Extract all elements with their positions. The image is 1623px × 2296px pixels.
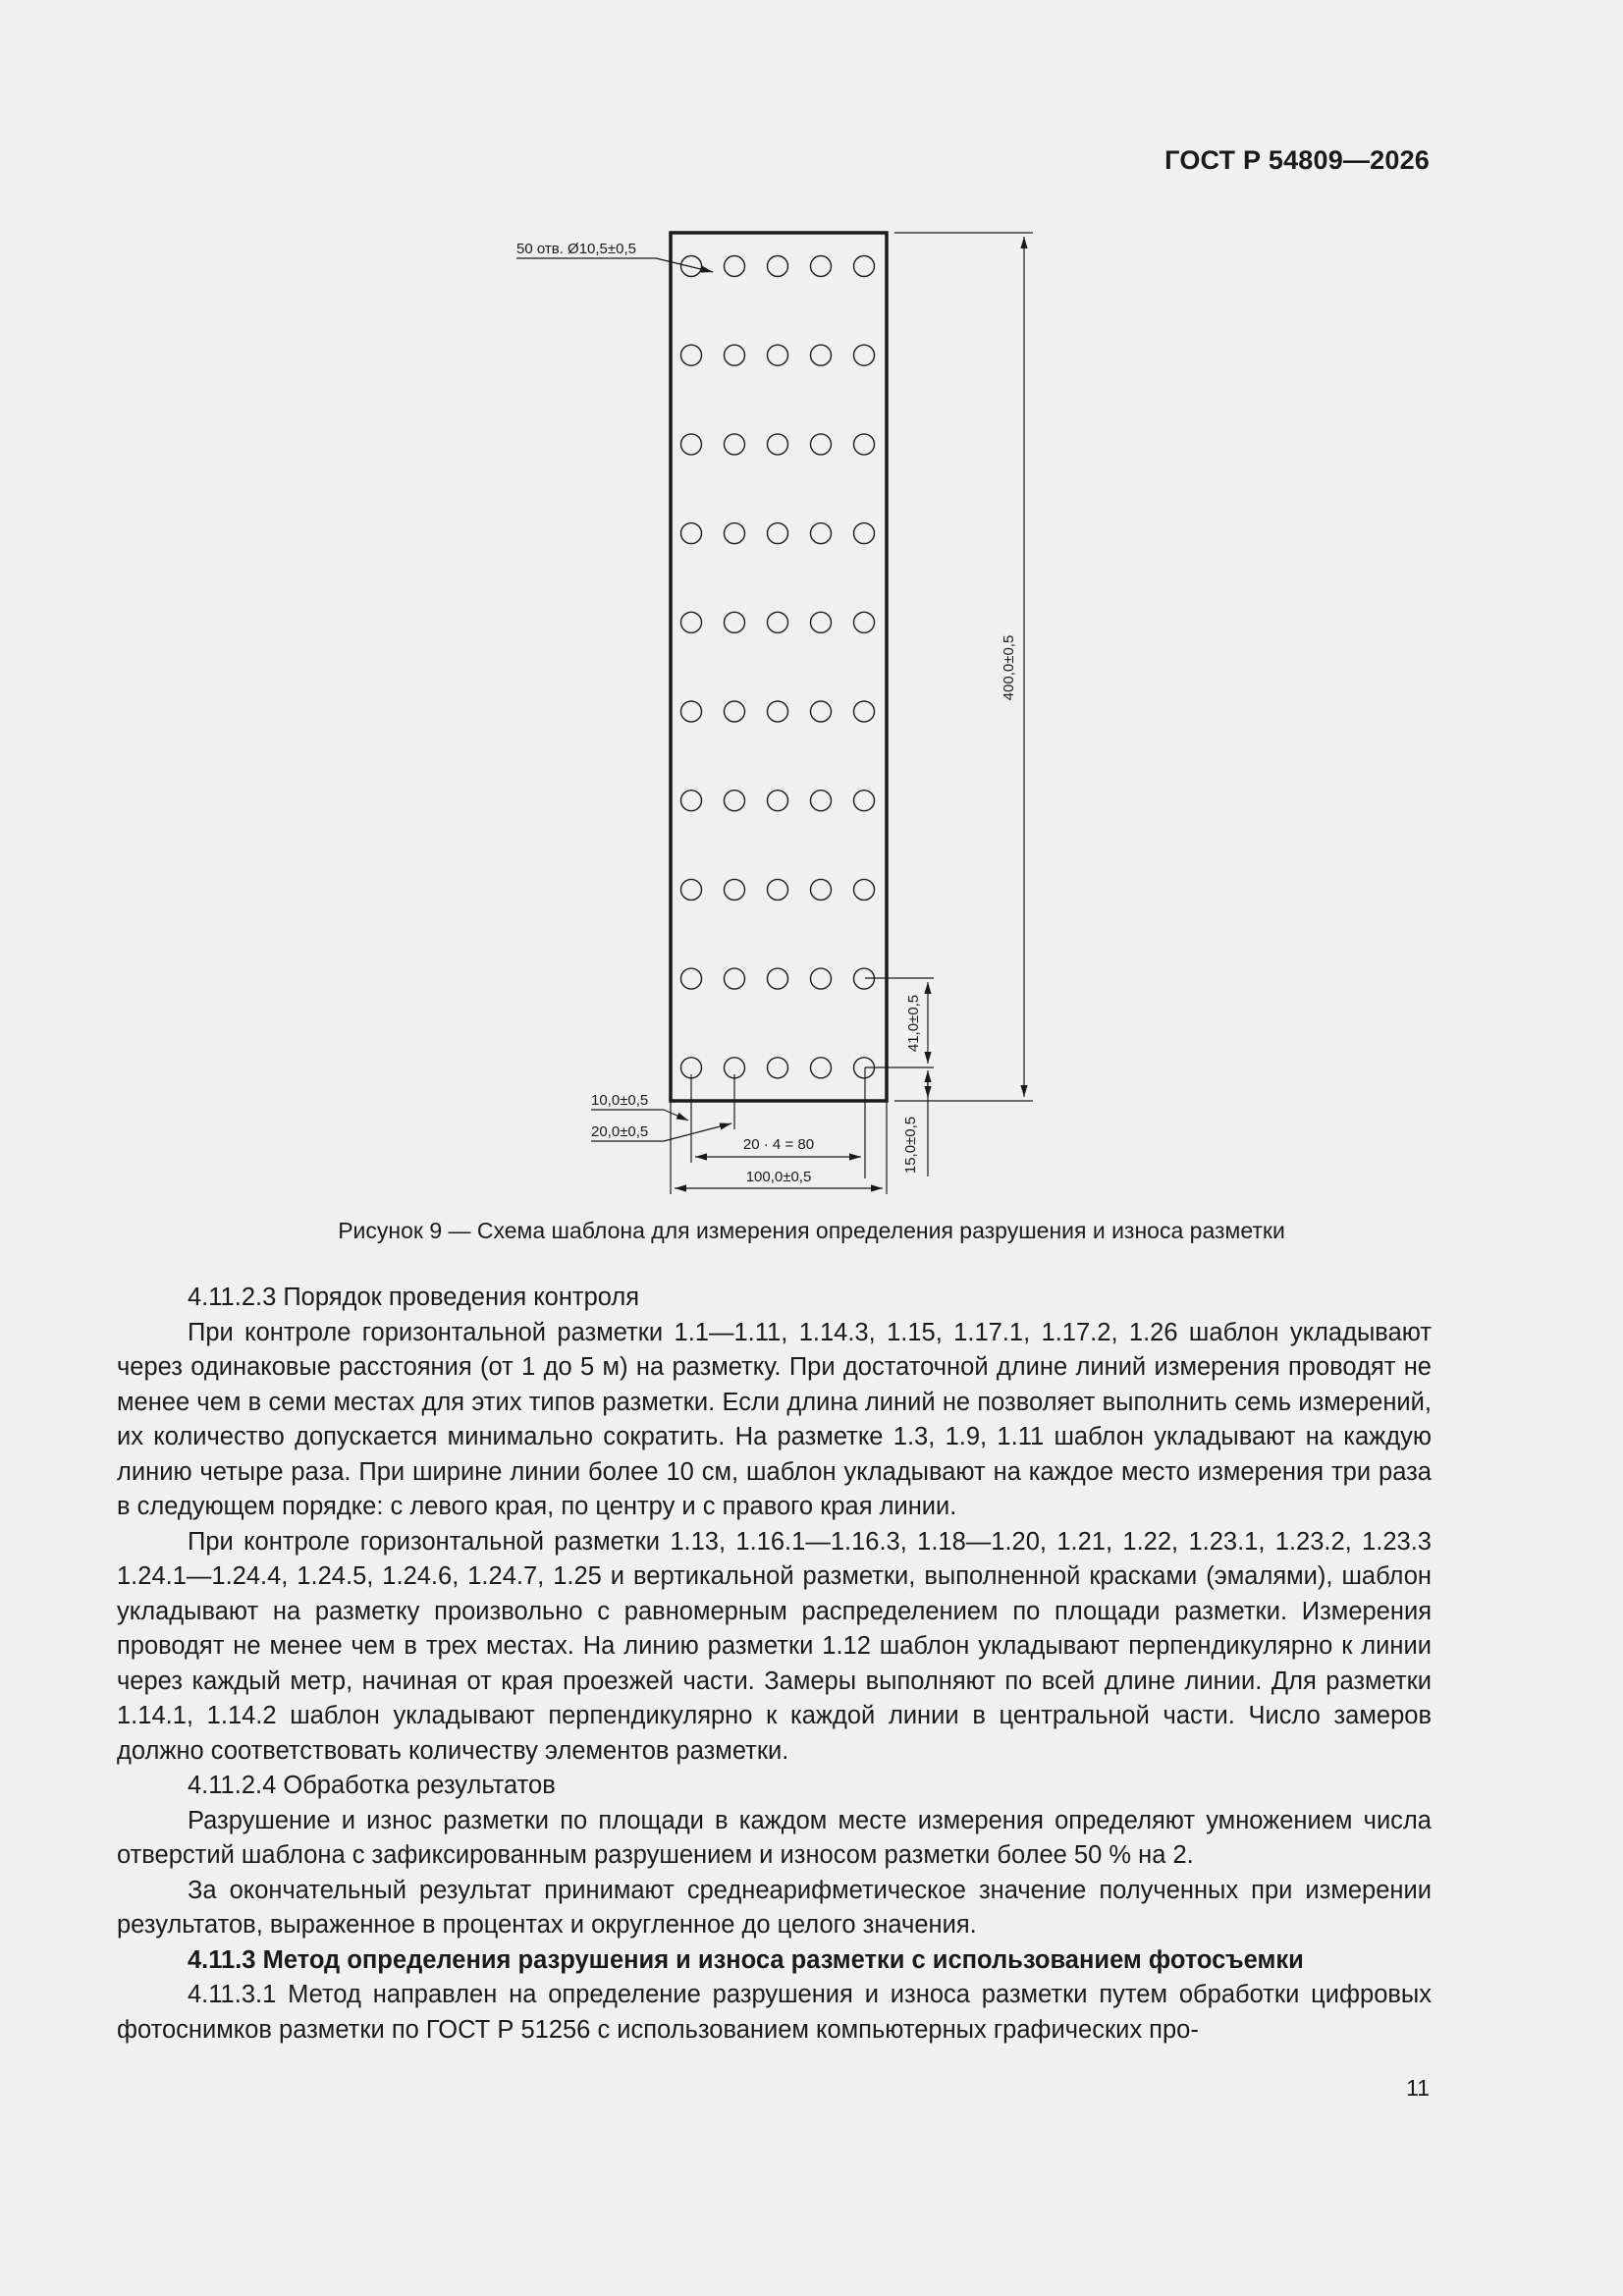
template-outline <box>671 233 887 1101</box>
hole <box>725 968 745 989</box>
hole <box>725 434 745 455</box>
paragraph: При контроле горизонтальной разметки 1.1—1.11, 1.14.3, 1.15, 1.17.1, 1.17.2, 1.26 шаблон укладывают через одинаковые расстояния (от 1 до 5 м) на разметку. При достаточной длине линий измерения проводят не менее чем в семи местах для этих типов разметки. Если длина линий не позволяет выполнить семь измерений, их количество допускается минимально сократить. На разметке 1.3, 1.9, 1.11 шаблон укладывают на каждую линию четыре раза. При ширине линии более 10 см, шаблон укладывают на каждое место измерения три раза в следующем порядке: с левого края, по центру и с правого края линии. <box>117 1318 1432 1520</box>
paragraph: За окончательный результат принимают среднеарифметическое значение полученных при измерении результатов, выраженное в процентах и округленное до целого значения. <box>117 1876 1432 1939</box>
hole <box>811 1058 832 1078</box>
hole <box>854 434 875 455</box>
hole <box>681 791 702 811</box>
hole <box>725 701 745 722</box>
paragraph: При контроле горизонтальной разметки 1.13, 1.16.1—1.16.3, 1.18—1.20, 1.21, 1.22, 1.23.1, 1.23.2, 1.23.3 1.24.1—1.24.4, 1.24.5, 1.24.6, 1.24.7, 1.25 и вертикальной разметки, выполненной красками (эмалями), шаблон укладывают на разметку произвольно с равномерным распределением по площади разметки. Измерения проводят не менее чем в трех местах. На линию разметки 1.12 шаблон укладывают перпендикулярно к линии через каждый метр, начиная от края проезжей части. Замеры выполняют по всей длине линии. Для разметки 1.14.1, 1.14.2 шаблон укладывают перпендикулярно к каждой линии в центральной части. Число замеров должно соответствовать количеству элементов разметки. <box>117 1527 1432 1765</box>
hole <box>725 345 745 365</box>
hole <box>725 791 745 811</box>
hole <box>854 612 875 632</box>
hole <box>768 791 788 811</box>
hole <box>811 791 832 811</box>
figure-caption: Рисунок 9 — Схема шаблона для измерения определения разрушения и износа разметки <box>338 1218 1285 1243</box>
standard-header: ГОСТ Р 54809—2026 <box>1164 145 1430 175</box>
hole <box>811 701 832 722</box>
hole <box>854 701 875 722</box>
hole <box>681 523 702 544</box>
paragraph: 4.11.2.3 Порядок проведения контроля <box>188 1284 640 1311</box>
hole <box>811 345 832 365</box>
hole <box>811 434 832 455</box>
paragraph: 4.11.3.1 Метод направлен на определение разрушения и износа разметки путем обработки цифровых фотоснимков разметки по ГОСТ Р 51256 с использованием компьютерных графических про- <box>117 1981 1432 2044</box>
hole <box>725 256 745 277</box>
hole <box>681 879 702 900</box>
holes-label: 50 отв. Ø10,5±0,5 <box>516 241 636 257</box>
hole <box>768 256 788 277</box>
hole <box>811 256 832 277</box>
hole <box>768 968 788 989</box>
hole <box>681 256 702 277</box>
hole <box>725 612 745 632</box>
hole <box>681 968 702 989</box>
hole <box>768 612 788 632</box>
hole <box>854 345 875 365</box>
hole <box>854 791 875 811</box>
height-dimension-label: 400,0±0,5 <box>1001 634 1017 701</box>
hole <box>681 612 702 632</box>
hole <box>854 879 875 900</box>
offset-dimension-label: 15,0±0,5 <box>902 1116 919 1175</box>
hole <box>854 523 875 544</box>
hole <box>681 701 702 722</box>
hole <box>811 523 832 544</box>
edge-2-leader <box>664 1123 731 1141</box>
hole <box>811 879 832 900</box>
hole <box>854 256 875 277</box>
edge-dimension-label-1: 10,0±0,5 <box>591 1092 649 1109</box>
paragraph: Разрушение и износ разметки по площади в каждом месте измерения определяют умножением числа отверстий шаблона с зафиксированным разрушением и износом разметки более 50 % на 2. <box>117 1806 1432 1869</box>
pitch-dimension-label: 41,0±0,5 <box>905 994 922 1053</box>
hole <box>768 345 788 365</box>
hole <box>811 612 832 632</box>
edge-dimension-label-2: 20,0±0,5 <box>591 1123 649 1140</box>
hole <box>768 879 788 900</box>
hole <box>681 345 702 365</box>
page-number: 11 <box>1406 2075 1430 2101</box>
width-dimension-label: 100,0±0,5 <box>745 1169 812 1185</box>
hole <box>725 879 745 900</box>
hole <box>768 434 788 455</box>
span-dimension-label: 20 · 4 = 80 <box>742 1136 815 1153</box>
hole <box>768 701 788 722</box>
body-text <box>117 1281 1432 2048</box>
paragraph: 4.11.2.4 Обработка результатов <box>188 1772 556 1799</box>
hole <box>811 968 832 989</box>
hole <box>725 523 745 544</box>
section-heading: 4.11.3 Метод определения разрушения и износа разметки с использованием фотосъемки <box>188 1945 1304 1974</box>
hole <box>681 434 702 455</box>
edge-1-leader <box>664 1110 688 1121</box>
holes-grid <box>681 256 875 1078</box>
hole <box>768 1058 788 1078</box>
holes-leader-line <box>656 258 713 272</box>
hole <box>768 523 788 544</box>
